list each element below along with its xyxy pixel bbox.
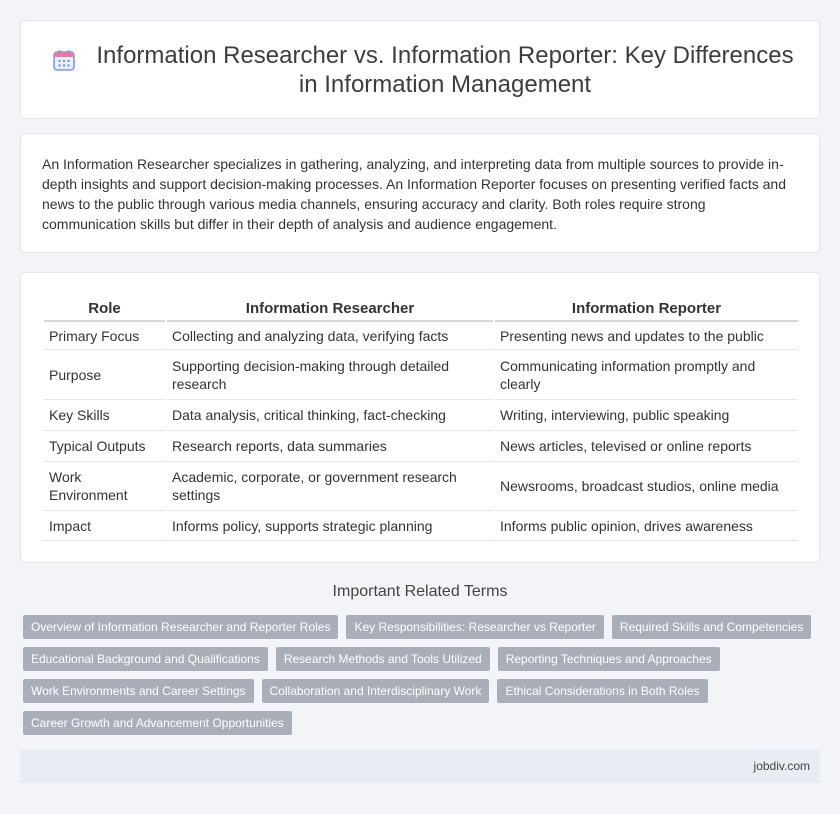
footer: [20, 750, 820, 783]
header-inner: [21, 21, 819, 118]
row-label: Primary Focus: [44, 322, 165, 350]
table-row: [44, 462, 798, 511]
related-terms-tags: [23, 615, 813, 735]
related-term-tag[interactable]: Ethical Considerations in Both Roles: [497, 679, 707, 703]
table-row: [44, 322, 798, 350]
related-term-tag[interactable]: Reporting Techniques and Approaches: [498, 647, 720, 671]
header-researcher: Information Researcher: [167, 293, 493, 322]
reporter-cell: Newsrooms, broadcast studios, online media: [495, 462, 798, 511]
reporter-cell: Presenting news and updates to the public: [495, 322, 798, 350]
row-label: Work Environment: [44, 462, 165, 511]
intro-text: An Information Researcher specializes in gathering, analyzing, and interpreting data from multiple sources to provide in-depth insights and support decision-making processes. An Information Reporter focuses on presenting verified facts and news to the public through various media channels, ensuring accuracy and clarity. Both roles require strong communication skills but differ in their depth of analysis and audience engagement.: [42, 156, 786, 232]
reporter-cell: Informs public opinion, drives awareness: [495, 511, 798, 541]
related-term-tag[interactable]: Key Responsibilities: Researcher vs Reporter: [346, 615, 603, 639]
comparison-table-card: [20, 272, 820, 563]
row-label: Typical Outputs: [44, 431, 165, 462]
related-term-tag[interactable]: Required Skills and Competencies: [612, 615, 811, 639]
page-title: Information Researcher vs. Information Reporter: Key Differences in Information Management: [96, 41, 794, 98]
related-term-tag[interactable]: Research Methods and Tools Utilized: [276, 647, 490, 671]
comparison-table: [42, 293, 800, 541]
header-role: Role: [44, 293, 165, 322]
related-term-tag[interactable]: Career Growth and Advancement Opportunities: [23, 711, 292, 735]
table-row: [44, 350, 798, 400]
reporter-cell: News articles, televised or online reports: [495, 431, 798, 462]
related-term-tag[interactable]: Work Environments and Career Settings: [23, 679, 254, 703]
header-reporter: Information Reporter: [495, 293, 798, 322]
related-terms-title: Important Related Terms: [332, 583, 508, 600]
researcher-cell: Collecting and analyzing data, verifying facts: [167, 322, 493, 350]
intro-card: [20, 133, 820, 253]
researcher-cell: Academic, corporate, or government research settings: [167, 462, 493, 511]
row-label: Purpose: [44, 350, 165, 400]
related-term-tag[interactable]: Overview of Information Researcher and Reporter Roles: [23, 615, 338, 639]
reporter-cell: Communicating information promptly and clearly: [495, 350, 798, 400]
header-card: [20, 20, 820, 119]
reporter-cell: Writing, interviewing, public speaking: [495, 400, 798, 431]
researcher-cell: Informs policy, supports strategic planning: [167, 511, 493, 541]
table-row: [44, 511, 798, 541]
related-term-tag[interactable]: Educational Background and Qualifications: [23, 647, 268, 671]
researcher-cell: Research reports, data summaries: [167, 431, 493, 462]
footer-site-link[interactable]: jobdiv.com: [753, 759, 810, 773]
related-term-tag[interactable]: Collaboration and Interdisciplinary Work: [262, 679, 490, 703]
row-label: Impact: [44, 511, 165, 541]
table-row: [44, 431, 798, 462]
researcher-cell: Data analysis, critical thinking, fact-checking: [167, 400, 493, 431]
researcher-cell: Supporting decision-making through detailed research: [167, 350, 493, 400]
row-label: Key Skills: [44, 400, 165, 431]
table-row: [44, 400, 798, 431]
table-header-row: [44, 293, 798, 322]
